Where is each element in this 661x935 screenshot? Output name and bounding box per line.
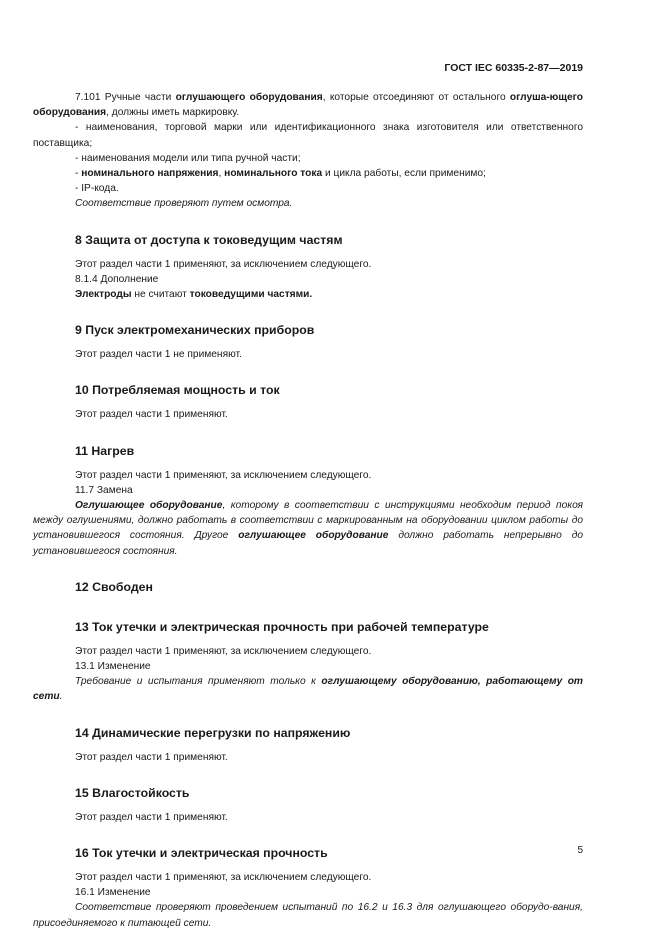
section-15-text: Этот раздел части 1 применяют. bbox=[75, 811, 228, 823]
term-bold: Электроды bbox=[75, 289, 132, 301]
term-bold: номинального напряжения bbox=[81, 168, 219, 180]
section-16-subclause: 16.1 Изменение bbox=[75, 887, 151, 899]
section-14-title: 14 Динамические перегрузки по напряжению bbox=[75, 725, 351, 740]
section-13-change bbox=[33, 674, 583, 704]
section-8-subclause: 8.1.4 Дополнение bbox=[75, 273, 159, 285]
section-16-change: Соответствие проверяют проведением испытаний по 16.2 и 16.3 для оглушающего оборудо-вания, присоединяемого к питающей сети. bbox=[33, 902, 583, 929]
text-run: , должны иметь маркировку. bbox=[106, 107, 240, 119]
section-13-subclause: 13.1 Изменение bbox=[75, 661, 151, 673]
page-content bbox=[33, 90, 583, 931]
clause-7-101-intro bbox=[33, 90, 583, 120]
term-bold: оглуша-ющего оборудования bbox=[33, 92, 583, 119]
text-run: Требование и испытания применяют только к bbox=[75, 676, 322, 688]
text-run: . bbox=[59, 691, 63, 703]
text-run: 7.101 Ручные части bbox=[75, 92, 176, 103]
page-number: 5 bbox=[577, 845, 583, 856]
text-run: должно работать непрерывно до установившегося состояния. bbox=[33, 530, 584, 557]
list-item bbox=[33, 166, 583, 181]
compliance-note: Соответствие проверяют путем осмотра. bbox=[75, 198, 293, 210]
section-11-replacement bbox=[33, 498, 583, 559]
text-run: - bbox=[75, 168, 82, 180]
term-bold: Оглушающее оборудование bbox=[75, 500, 223, 512]
term-bold: оглушающее оборудование bbox=[238, 530, 389, 542]
section-8-addition bbox=[33, 287, 583, 302]
term-bold: оглушающего оборудования bbox=[175, 92, 323, 103]
section-16-text: Этот раздел части 1 применяют, за исключением следующего. bbox=[75, 872, 372, 884]
list-item: - наименования модели или типа ручной части; bbox=[75, 152, 301, 164]
section-16-title: 16 Ток утечки и электрическая прочность bbox=[75, 846, 328, 861]
document-header: ГОСТ IEC 60335-2-87—2019 bbox=[444, 62, 583, 74]
section-9-text: Этот раздел части 1 не применяют. bbox=[75, 349, 242, 361]
text-run: , которому в соответствии с инструкциями необходим период покоя между оглушениями, должно работать в соответствии с маркированным на оборудовании циклом работы до установившегося состояния. Другое bbox=[33, 500, 583, 542]
section-11-title: 11 Нагрев bbox=[75, 443, 135, 458]
list-item: - IP-кода. bbox=[75, 183, 119, 195]
section-12-title: 12 Свободен bbox=[75, 579, 153, 594]
section-13-text: Этот раздел части 1 применяют, за исключением следующего. bbox=[75, 645, 372, 657]
section-13-title: 13 Ток утечки и электрическая прочность при рабочей температуре bbox=[75, 619, 489, 634]
list-item: - наименования, торговой марки или идентификационного знака изготовителя или ответственного поставщика; bbox=[33, 122, 583, 149]
section-10-text: Этот раздел части 1 применяют. bbox=[75, 409, 228, 421]
text-run: и цикла работы, если применимо; bbox=[322, 168, 486, 180]
text-run: , которые отсоединяют от остального bbox=[322, 92, 510, 103]
section-15-title: 15 Влагостойкость bbox=[75, 785, 190, 800]
section-14-text: Этот раздел части 1 применяют. bbox=[75, 751, 228, 763]
section-8-title: 8 Защита от доступа к токоведущим частям bbox=[75, 232, 343, 247]
section-11-subclause: 11.7 Замена bbox=[75, 484, 133, 496]
text-run: , bbox=[218, 168, 225, 180]
section-10-title: 10 Потребляемая мощность и ток bbox=[75, 383, 280, 398]
text-run: не считают bbox=[131, 289, 190, 301]
term-bold: оглушающему оборудованию, работающему от сети bbox=[33, 676, 583, 703]
term-bold: номинального тока bbox=[224, 168, 323, 180]
section-11-text: Этот раздел части 1 применяют, за исключением следующего. bbox=[75, 469, 372, 481]
section-9-title: 9 Пуск электромеханических приборов bbox=[75, 323, 315, 338]
section-8-text: Этот раздел части 1 применяют, за исключением следующего. bbox=[75, 258, 372, 270]
term-bold: токоведущими частями. bbox=[189, 289, 313, 301]
